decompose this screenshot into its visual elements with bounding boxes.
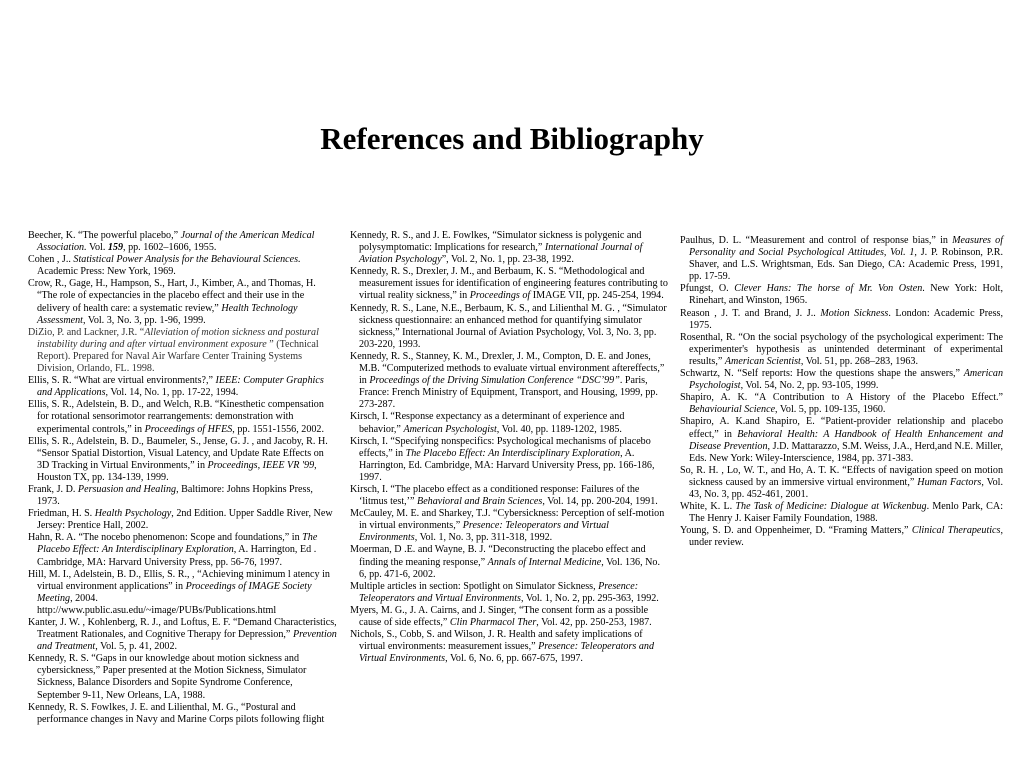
reference-entry: Nichols, S., Cobb, S. and Wilson, J. R. Health and safety implications of virtual environments: measurement issues,” Presence: Teleoperators and Virtual Environments, Vol. 6, No. 6, pp. 667-675, 1997. bbox=[350, 629, 654, 665]
reference-entry: Kirsch, I. “Specifying nonspecifics: Psychological mechanisms of placebo effects,” in The Placebo Effect: An Interdisciplinary Exploration, A. Harrington, Ed. Cambridge, MA: Harvard University Press, pp. 166-186, 1997. bbox=[350, 435, 655, 483]
reference-entry: Myers, M. G., J. A. Cairns, and J. Singer, “The consent form as a possible cause of side effects,” Clin Pharmacol Ther, Vol. 42, pp. 250-253, 1987. bbox=[350, 604, 652, 628]
reference-entry: Ellis, S. R. “What are virtual environments?,” IEEE: Computer Graphics and Applications, Vol. 14, No. 1, pp. 17-22, 1994. bbox=[28, 375, 324, 399]
references-column-3 bbox=[680, 235, 1003, 549]
reference-entry: Paulhus, D. L. “Measurement and control of response bias,” in Measures of Personality and Social Psychological Attitudes, Vol. 1, J. P. Robinson, P.R. Shaver, and L.S. Wrightsman, Eds. San Diego, CA: Academic Press, 1991, pp. 17-59. bbox=[680, 235, 1004, 283]
references-column-2 bbox=[350, 230, 668, 665]
reference-entry: Kennedy, R. S., Lane, N.E., Berbaum, K. S., and Lilienthal M. G. , “Simulator sickness questionnaire: an enhanced method for quantifying simulator sickness,” International Journal of Aviation Psychology, Vol. 3, No. 3, pp. 203-220, 1993. bbox=[350, 302, 667, 350]
reference-entry: Frank, J. D. Persuasion and Healing, Baltimore: Johns Hopkins Press, 1973. bbox=[28, 483, 313, 508]
reference-entry: Kanter, J. W. , Kohlenberg, R. J., and Loftus, E. F. “Demand Characteristics, Treatment Rationales, and Cognitive Therapy for Depression,” Prevention and Treatment, Vol. 5, p. 41, 2002. bbox=[28, 617, 337, 653]
reference-entry: Kennedy, R. S. Fowlkes, J. E. and Lilienthal, M. G., “Postural and performance changes in Navy and Marine Corps pilots following flight bbox=[28, 701, 325, 725]
reference-entry: Ellis, S. R., Adelstein, B. D., and Welch, R.B. “Kinesthetic compensation for rotational sensorimotor rearrangements: demonstration with experimental controls,” in Proceedings of HFES, pp. 1551-1556, 2002. bbox=[28, 399, 324, 435]
reference-entry: Rosenthal, R. “On the social psychology of the psychological experiment: The experimenter's hypothesis as unintended determinant of experimental results,” American Scientist, Vol. 51, pp. 268–283, 1963. bbox=[680, 331, 1003, 367]
reference-entry: Beecher, K. “The powerful placebo,” Journal of the American Medical Association. Vol. 159, pp. 1602–1606, 1955. bbox=[28, 230, 315, 254]
reference-entry: Young, S. D. and Oppenheimer, D. “Framing Matters,” Clinical Therapeutics, under review. bbox=[680, 525, 1003, 549]
reference-entry: Crow, R., Gage, H., Hampson, S., Hart, J., Kimber, A., and Thomas, H. “The role of expectancies in the placebo effect and their use in the delivery of health care: a systematic review,” Health Technology Assessment, Vol. 3, No. 3, pp. 1-96, 1999. bbox=[28, 278, 316, 326]
reference-entry: Kennedy, R. S., and J. E. Fowlkes, “Simulator sickness is polygenic and polysymptomatic: Implications for research,” International Journal of Aviation Psychology”, Vol. 2, No. 1, pp. 23-38, 1992. bbox=[350, 230, 643, 266]
references-column-1 bbox=[28, 230, 338, 726]
reference-entry: Pfungst, O. Clever Hans: The horse of Mr. Von Osten. New York: Holt, Rinehart, and Winston, 1965. bbox=[680, 283, 1004, 307]
reference-entry: Friedman, H. S. Health Psychology, 2nd Edition. Upper Saddle River, New Jersey: Prentice Hall, 2002. bbox=[28, 508, 333, 532]
reference-entry: Moerman, D .E. and Wayne, B. J. “Deconstructing the placebo effect and finding the meaning response,” Annals of Internal Medicine, Vol. 136, No. 6, pp. 471-6, 2002. bbox=[350, 544, 661, 580]
reference-entry: White, K. L. The Task of Medicine: Dialogue at Wickenbug. Menlo Park, CA: The Henry J. Kaiser Family Foundation, 1988. bbox=[680, 501, 1003, 525]
reference-entry: Multiple articles in section: Spotlight on Simulator Sickness, Presence: Teleoperators and Virtual Environments, Vol. 1, No. 2, pp. 295-363, 1992. bbox=[350, 580, 659, 604]
reference-entry: Reason , J. T. and Brand, J. J.. Motion Sickness. London: Academic Press, 1975. bbox=[680, 307, 1003, 331]
reference-entry: Hill, M. I., Adelstein, B. D., Ellis, S. R., , “Achieving minimum l atency in virtual environment applications” in Proceedings of IMAGE Society Meeting, 2004. http://www.public.asu.edu/~image/PUBs/Publications.html bbox=[28, 568, 330, 616]
reference-entry: Kennedy, R. S., Stanney, K. M., Drexler, J. M., Compton, D. E. and Jones, M.B. “Computerized methods to evaluate virtual environment aftereffects,” in Proceedings of the Driving Simulation Conference “DSC’99”. Paris, France: French Ministry of Equipment, Transport, and Housing, 1999, pp. 273-287. bbox=[350, 350, 665, 411]
reference-entry: DiZio, P. and Lackner, J.R. “Alleviation of motion sickness and postural instability during and after virtual environment exposure ” (Technical Report). Prepared for Naval Air Warfare Center Training Systems Division, Orlando, FL. 1998. bbox=[28, 326, 319, 375]
reference-entry: McCauley, M. E. and Sharkey, T.J. “Cybersickness: Perception of self-motion in virtual environments,” Presence: Teleoperators and Virtual Environments, Vol. 1, No. 3, pp. 311-318, 1992. bbox=[350, 508, 665, 544]
reference-entry: Ellis, S. R., Adelstein, B. D., Baumeler, S., Jense, G. J. , and Jacoby, R. H. “Sensor Spatial Distortion, Visual Latency, and Update Rate Effects on 3D Tracking in Virtual Environments,” in Proceedings, IEEE VR '99, Houston TX, pp. 134-139, 1999. bbox=[28, 435, 328, 483]
page-title: References and Bibliography bbox=[320, 121, 704, 156]
reference-entry: Shapiro, A. K. “A Contribution to A History of the Placebo Effect.” Behaviourial Science, Vol. 5, pp. 109-135, 1960. bbox=[680, 392, 1003, 416]
reference-entry: Kirsch, I. “The placebo effect as a conditioned response: Failures of the ‘litmus test,’” Behavioral and Brain Sciences, Vol. 14, pp. 200-204, 1991. bbox=[350, 483, 658, 508]
reference-entry: Kirsch, I. “Response expectancy as a determinant of experience and behavior,” American Psychologist, Vol. 40, pp. 1189-1202, 1985. bbox=[350, 411, 625, 435]
reference-entry: Kennedy, R. S., Drexler, J. M., and Berbaum, K. S. “Methodological and measurement issues for identification of engineering features contributing to virtual reality sickness,” in Proceedings of IMAGE VII, pp. 245-254, 1994. bbox=[350, 266, 668, 302]
reference-entry: Shapiro, A. K.and Shapiro, E. “Patient-provider relationship and placebo effect,” in Behavioral Health: A Handbook of Health Enhancement and Disease Prevention, J.D. Mattarazzo, S.M. Weiss, J.A., Herd,and N.E. Miller, Eds. New York: Wiley-Interscience, 1984, pp. 371-383. bbox=[680, 416, 1004, 464]
reference-entry: Schwartz, N. “Self reports: How the questions shape the answers,” American Psychologist, Vol. 54, No. 2, pp. 93-105, 1999. bbox=[680, 368, 1003, 392]
reference-entry: So, R. H. , Lo, W. T., and Ho, A. T. K. “Effects of navigation speed on motion sickness caused by an immersive virtual environment,” Human Factors, Vol. 43, No. 3, pp. 452-461, 2001. bbox=[680, 464, 1003, 500]
reference-entry: Cohen , J.. Statistical Power Analysis for the Behavioural Sciences. Academic Press: New York, 1969. bbox=[28, 254, 301, 278]
reference-entry: Kennedy, R. S. “Gaps in our knowledge about motion sickness and cybersickness,” Paper presented at the Motion Sickness, Simulator Sickness, Balance Disorders and Sopite Syndrome Conference, September 9-11, New Orleans, LA, 1988. bbox=[28, 653, 307, 701]
reference-entry: Hahn, R. A. “The nocebo phenomenon: Scope and foundations,” in The Placebo Effect: An Interdisciplinary Exploration, A. Harrington, Ed . Cambridge, MA: Harvard University Press, pp. 56-76, 1997. bbox=[28, 532, 318, 568]
